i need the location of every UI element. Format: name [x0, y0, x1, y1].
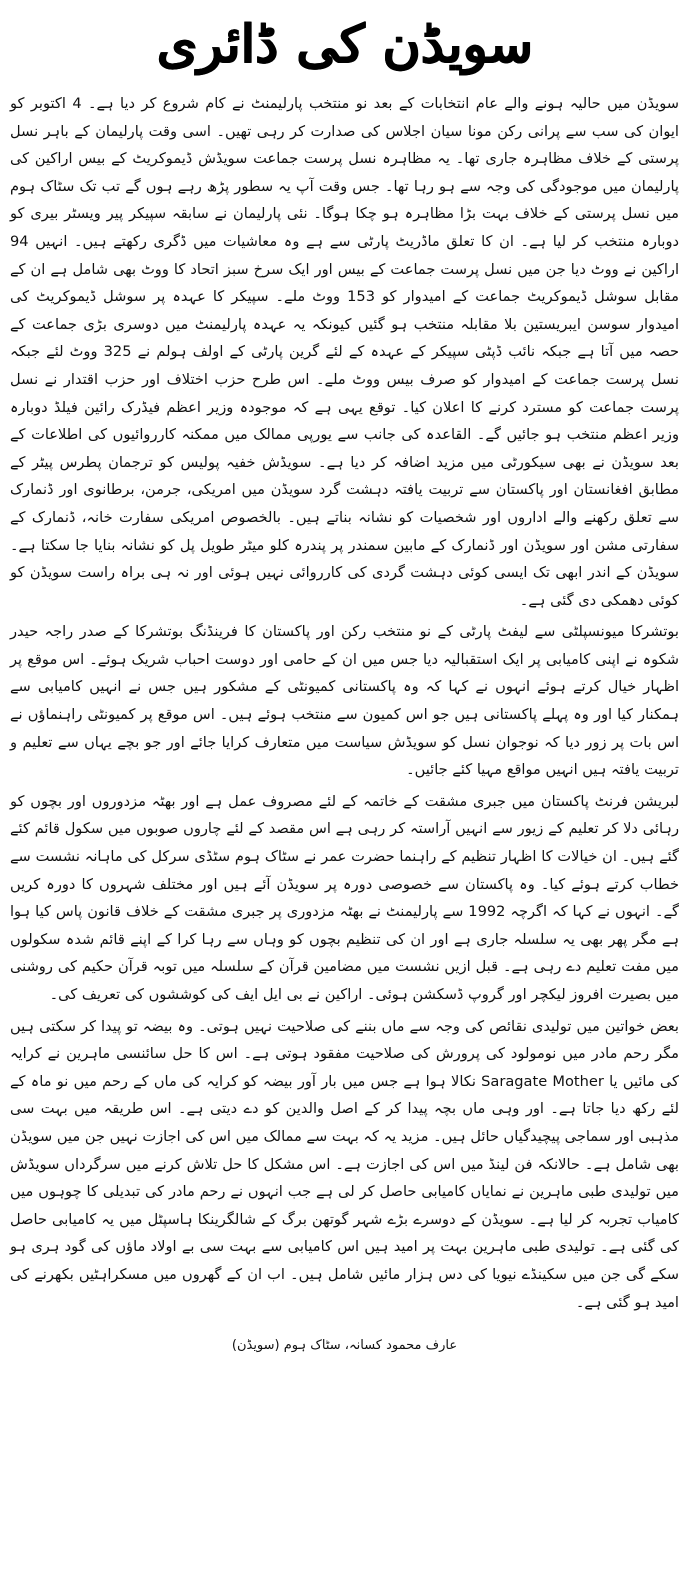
author-byline: عارف محمود کسانہ، سٹاک ہوم (سویڈن)	[231, 1338, 458, 1354]
article-paragraph: بعض خواتین میں تولیدی نقائص کی وجہ سے ماں بننے کی صلاحیت نہیں ہوتی۔ وہ بیضہ تو پیدا کر سکتی ہیں مگر رحم مادر میں نومولود کی پرورش کی صلاحیت مفقود ہوتی ہے۔ اس کا حل سائنسی ماہرین نے کرایہ کی مائیں یا Saragate Mother نکالا ہوا ہے جس میں بار آور بیضہ کو کرایہ کی ماں کے رحم میں نو ماہ کے لئے رکھ دیا جاتا ہے۔ اور وہی ماں بچہ پیدا کر کے اصل والدین کو دے دیتی ہے۔ اس طریقہ میں بہت سی مذہبی اور سماجی پیچیدگیاں حائل ہیں۔ مزید یہ کہ بہت سے ممالک میں اس کی اجازت نہیں جن میں سویڈن بھی شامل ہے۔ حالانکہ فن لینڈ میں اس کی اجازت ہے۔ اس مشکل کا حل تلاش کرنے میں سرگرداں سویڈش میں تولیدی طبی ماہرین نے نمایاں کامیابی حاصل کر لی ہے جب انہوں نے رحم مادر کی تبدیلی کا چوہوں میں کامیاب تجربہ کر لیا ہے۔ سویڈن کے دوسرے بڑے شہر گوتھن برگ کے شالگرینکا ہاسپٹل میں یہ کامیابی حاصل کی گئی ہے۔ تولیدی طبی ماہرین بہت پر امید ہیں اس کامیابی سے بہت سی بے اولاد ماؤں کی گود ہری ہو سکے گی جن میں سکینڈے نیویا کی دس ہزار مائیں شامل ہیں۔ اب ان کے گھروں میں مسکراہٹیں بکھرنے کی امید ہو گئی ہے۔	[10, 1017, 679, 1311]
column-title: سویڈن کی ڈائری	[156, 14, 533, 75]
article-paragraph: بوتشرکا میونسپلٹی سے لیفٹ پارٹی کے نو منتخب رکن اور پاکستان کا فرینڈنگ بوتشرکا کے صدر راجہ حیدر شکوہ نے اپنی کامیابی پر ایک استقبالیہ دیا جس میں ان کے حامی اور دوست احباب شریک ہوئے۔ اس موقع پر اظہار خیال کرتے ہوئے انہوں نے کہا کہ وہ پاکستانی کمیونٹی کے مشکور ہیں جس نے انہیں کامیابی سے ہمکنار کیا اور وہ پہلے پاکستانی ہیں جو اس کمیون سے منتخب ہوئے ہیں۔ اس موقع پر کمیونٹی راہنماؤں نے اس بات پر زور دیا کہ نوجوان نسل کو سویڈش سیاست میں متعارف کرایا جائے اور جو بچے یہاں سے تعلیم و تربیت یافتہ ہیں انہیں مواقع مہیا کئے جائیں۔	[10, 623, 679, 779]
article-body	[10, 90, 679, 1316]
article-paragraph: سویڈن میں حالیہ ہونے والے عام انتخابات کے بعد نو منتخب پارلیمنٹ نے کام شروع کر دیا ہے۔ 4 اکتوبر کو ایوان کی سب سے پرانی رکن مونا سیان اجلاس کی صدارت کر رہی تھیں۔ اسی وقت پارلیمان کے باہر نسل پرستی کے خلاف مظاہرہ جاری تھا۔ یہ مظاہرہ نسل پرست جماعت سویڈش ڈیموکریٹ کے بیس اراکین کی پارلیمان میں موجودگی کی وجہ سے ہو رہا تھا۔ جس وقت آپ یہ سطور پڑھ رہے ہوں گے تب تک سٹاک ہوم میں نسل پرستی کے خلاف بہت بڑا مظاہرہ ہو چکا ہوگا۔ نئی پارلیمان نے سابقہ سپیکر پیر ویسٹر بیری کو دوبارہ منتخب کر لیا ہے۔ ان کا تعلق ماڈریٹ پارٹی سے ہے وہ معاشیات میں ڈگری رکھتے ہیں۔ انہیں 94 اراکین نے ووٹ دیا جن میں نسل پرست جماعت کے بیس اور ایک سرخ سبز اتحاد کا ووٹ بھی شامل ہے ان کے مقابل سوشل ڈیموکریٹ جماعت کے امیدوار کو 153 ووٹ ملے۔ سپیکر کا عہدہ پر سوشل ڈیموکریٹ کی امیدوار سوسن ایبریستین بلا مقابلہ منتخب ہو گئیں کیونکہ یہ عہدہ پارلیمنٹ میں دوسری بڑی جماعت کے حصہ میں آتا ہے جبکہ نائب ڈپٹی سپیکر کے عہدہ کے لئے گرین پارٹی کے اولف ہولم نے 325 ووٹ لئے جبکہ نسل پرست جماعت کے امیدوار کو صرف بیس ووٹ ملے۔ اس طرح حزب اختلاف اور حزب اقتدار نے نسل پرست جماعت کو مسترد کرنے کا اعلان کیا۔ توقع یہی ہے کہ موجودہ وزیر اعظم فیڈرک رائین فیلڈ دوبارہ وزیر اعظم منتخب ہو جائیں گے۔ القاعدہ کی جانب سے یورپی ممالک میں ممکنہ کارروائیوں کی اطلاعات کے بعد سویڈن نے بھی سیکورٹی میں مزید اضافہ کر دیا ہے۔ سویڈش خفیہ پولیس کو ترجمان پطرس پیٹر کے مطابق افغانستان اور پاکستان سے تربیت یافتہ دہشت گرد سویڈن میں امریکی، جرمن، برطانوی اور ڈنمارک سے تعلق رکھنے والے اداروں اور شخصیات کو نشانہ بناتے ہیں۔ بالخصوص امریکی سفارت خانہ، ڈنمارک کے سفارتی مشن اور سویڈن اور ڈنمارک کے مابین سمندر پر پندرہ کلو میٹر طویل پل کو نشانہ بنایا جا سکتا ہے۔ سویڈن کے اندر ابھی تک ایسی کوئی دہشت گردی کی کارروائی نہیں ہوئی اور نہ ہی براہ راست سویڈن کو کوئی دھمکی دی گئی ہے۔	[10, 95, 679, 609]
article-paragraph: لبریشن فرنٹ پاکستان میں جبری مشقت کے خاتمہ کے لئے مصروف عمل ہے اور بھٹہ مزدوروں اور بچوں کو رہائی دلا کر تعلیم کے زیور سے انہیں آراستہ کر رہی ہے اس مقصد کے لئے چاروں صوبوں میں سکول قائم کئے گئے ہیں۔ ان خیالات کا اظہار تنظیم کے راہنما حضرت عمر نے سٹاک ہوم سٹڈی سرکل کی ماہانہ نشست سے خطاب کرتے ہوئے کیا۔ وہ پاکستان سے خصوصی دورہ پر سویڈن آئے ہیں اور مختلف شہروں کا دورہ کریں گے۔ انہوں نے کہا کہ اگرچہ 1992 سے پارلیمنٹ نے بھٹہ مزدوری پر جبری مشقت کے خلاف قانون پاس کیا ہوا ہے مگر پھر بھی یہ سلسلہ جاری ہے اور ان کی تنظیم بچوں کو وہاں سے رہا کرا کے اپنے قائم شدہ سکولوں میں مفت تعلیم دے رہی ہے۔ قبل ازیں نشست میں مضامین قرآن کے سلسلہ میں توبہ قرآن حکیم کی روشنی میں بصیرت افروز لیکچر اور گروپ ڈسکشن ہوئی۔ اراکین نے بی ایل ایف کی کوششوں کی تعریف کی۔	[10, 792, 679, 1003]
masthead	[10, 0, 679, 90]
